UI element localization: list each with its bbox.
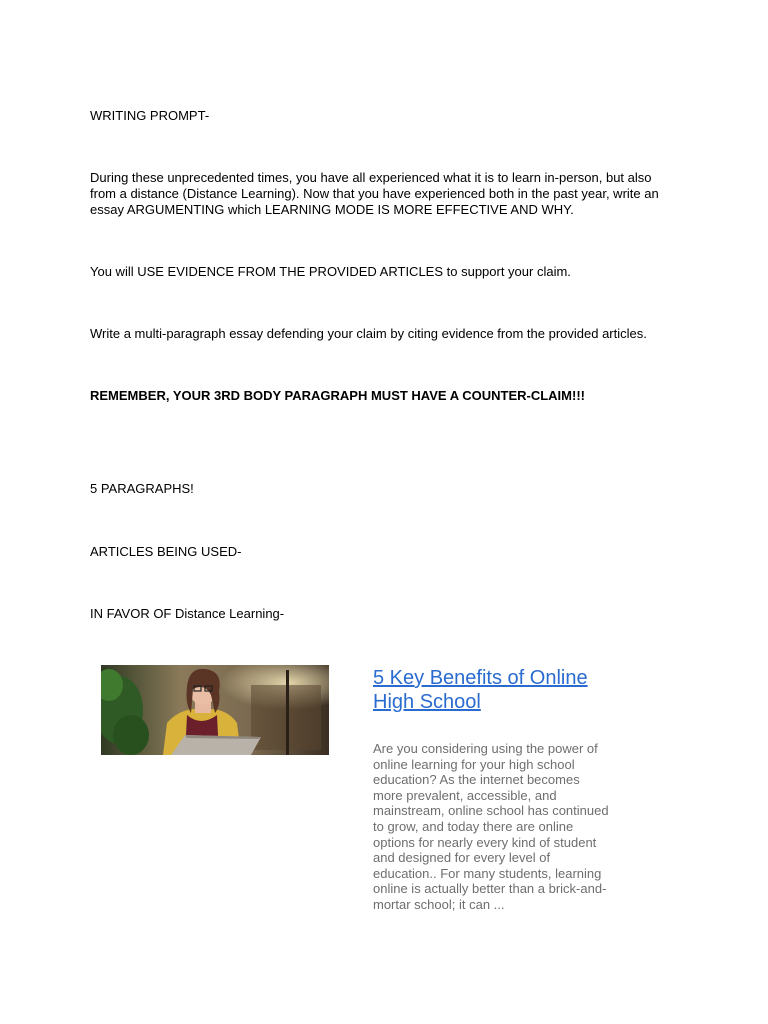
article-summary: Are you considering using the power of online learning for your high school education? As the internet becomes more prevalent, accessible, and mainstream, online school has continued to grow, and today there are online options for nearly every kind of student and designed for every level of education.. For many students, learning online is actually better than a brick-and-mortar school; it can ... xyxy=(373,741,609,912)
favor-distance-heading: IN FAVOR OF Distance Learning- xyxy=(90,606,285,621)
article-thumbnail-image[interactable] xyxy=(101,665,329,755)
prompt-description: During these unprecedented times, you have all experienced what it is to learn in-person, but also from a distance (Distance Learning). Now that you have experienced both in the past year, write an essay ARGUMENTING which LEARNING MODE IS MORE EFFECTIVE AND WHY. xyxy=(90,170,659,217)
essay-instruction: Write a multi-paragraph essay defending your claim by citing evidence from the provided articles. xyxy=(90,326,647,341)
article-title-link[interactable]: 5 Key Benefits of Online High School xyxy=(373,667,588,713)
articles-heading: ARTICLES BEING USED- xyxy=(90,544,242,559)
counter-claim-reminder: REMEMBER, YOUR 3RD BODY PARAGRAPH MUST HAVE A COUNTER-CLAIM!!! xyxy=(90,388,585,403)
writing-prompt-heading: WRITING PROMPT- xyxy=(90,108,210,123)
paragraph-count: 5 PARAGRAPHS! xyxy=(90,481,194,496)
evidence-instruction: You will USE EVIDENCE FROM THE PROVIDED ARTICLES to support your claim. xyxy=(90,264,571,279)
